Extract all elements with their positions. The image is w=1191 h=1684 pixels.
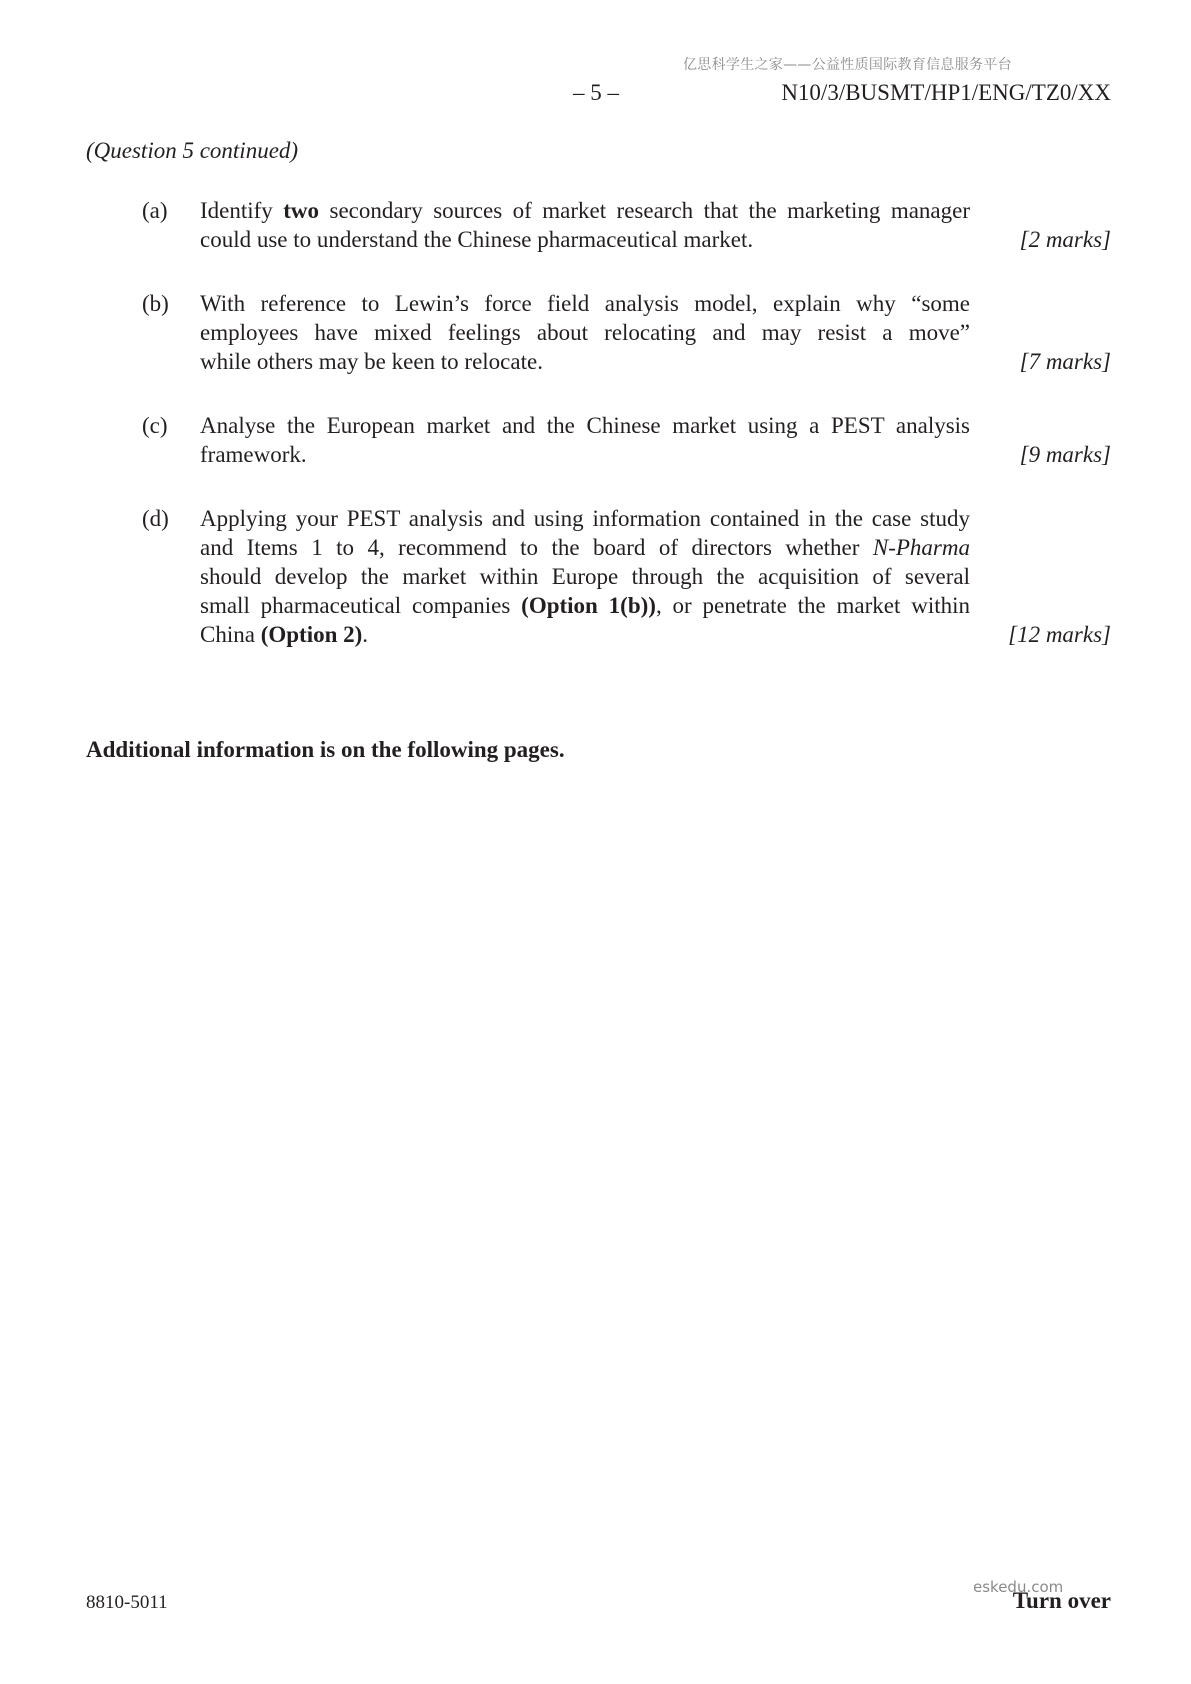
question-line: employees have mixed feelings about relocating and may resist a move” — [200, 320, 970, 345]
question-line: while others may be keen to relocate. — [200, 349, 543, 374]
question-text — [200, 411, 970, 469]
footer-code: 8810-5011 — [86, 1592, 168, 1613]
question-line: could use to understand the Chinese pharmaceutical market. — [200, 227, 754, 252]
paper-code: N10/3/BUSMT/HP1/ENG/TZ0/XX — [781, 80, 1111, 105]
question-marks: [9 marks] — [1019, 442, 1111, 467]
question-label: (d) — [142, 506, 169, 531]
header-watermark: 亿思科学生之家——公益性质国际教育信息服务平台 — [683, 57, 1012, 73]
question-continued-label: (Question 5 continued) — [86, 138, 299, 163]
question-text — [200, 196, 970, 254]
additional-information-note: Additional information is on the following pages. — [86, 737, 565, 762]
question-marks: [12 marks] — [1008, 622, 1111, 647]
question-line: and Items 1 to 4, recommend to the board of directors whether N-Pharma — [200, 535, 970, 560]
question-line: Analyse the European market and the Chinese market using a PEST analysis — [200, 413, 970, 438]
question-line: China (Option 2). — [200, 622, 369, 647]
question-line: should develop the market within Europe through the acquisition of several — [200, 564, 970, 589]
question-line: Identify two secondary sources of market research that the marketing manager — [200, 198, 970, 223]
question-marks: [2 marks] — [1019, 227, 1111, 252]
question-marks: [7 marks] — [1019, 349, 1111, 374]
question-label: (a) — [142, 198, 168, 223]
page-number: – 5 – — [573, 80, 619, 105]
question-label: (c) — [142, 413, 168, 438]
question-line: Applying your PEST analysis and using information contained in the case study — [200, 506, 970, 531]
footer-watermark: eskedu.com — [973, 1578, 1064, 1596]
question-line: With reference to Lewin’s force field analysis model, explain why “some — [200, 291, 970, 316]
question-text — [200, 289, 970, 376]
question-text — [200, 504, 970, 649]
turn-over-label: Turn over — [1012, 1588, 1111, 1613]
question-label: (b) — [142, 291, 169, 316]
question-line: small pharmaceutical companies (Option 1(b)), or penetrate the market within — [200, 593, 970, 618]
question-line: framework. — [200, 442, 307, 467]
